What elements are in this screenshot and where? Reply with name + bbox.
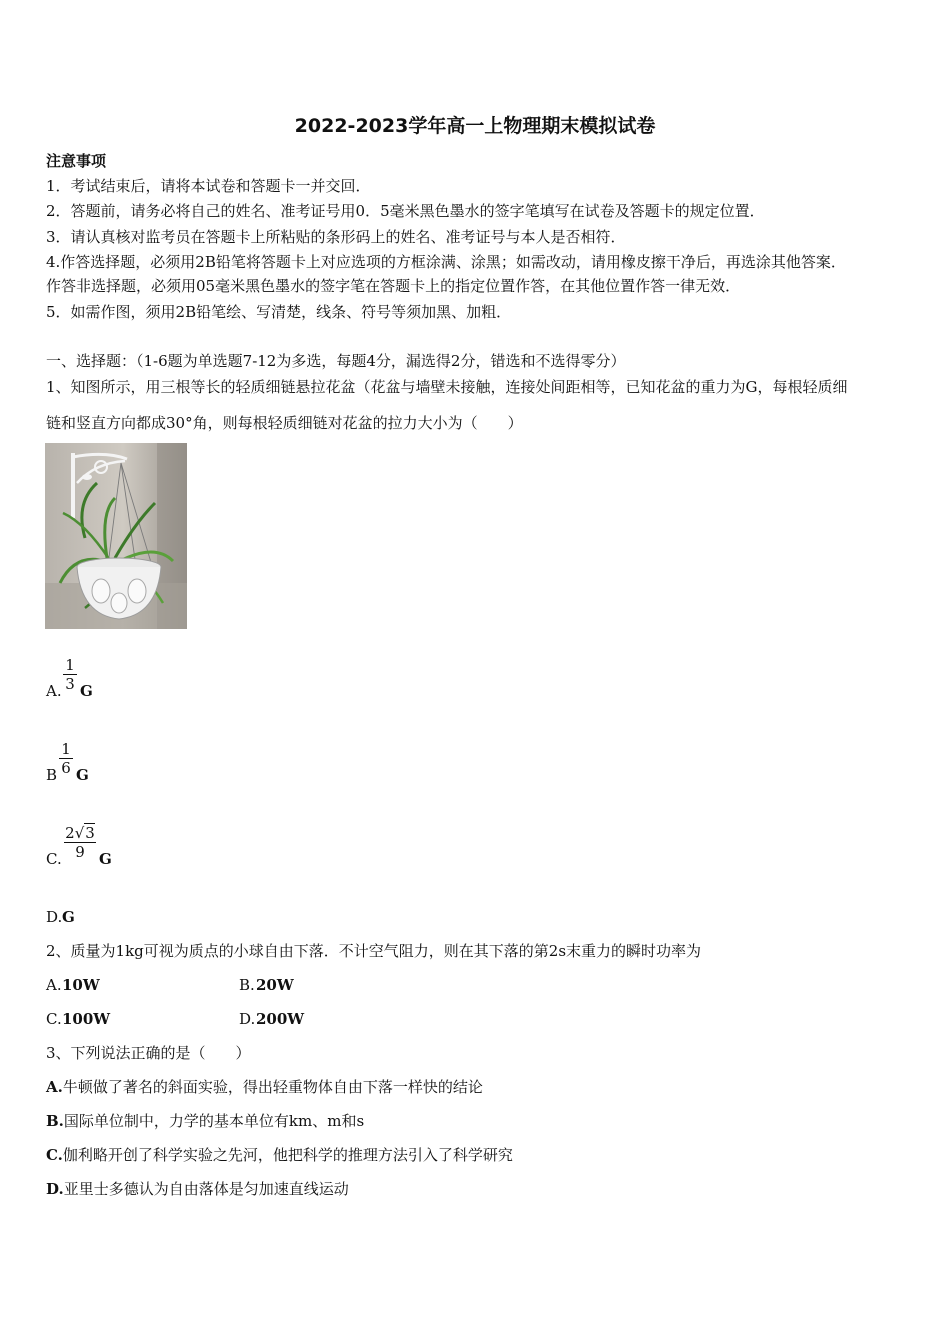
- option-b-unit: G: [76, 766, 89, 784]
- option-a-label: A.: [46, 682, 62, 700]
- q2-option-a-label: A.: [46, 976, 62, 994]
- q2-option-b-text: 20W: [256, 976, 294, 994]
- question-3-stem: 3、下列说法正确的是（ ）: [46, 1044, 251, 1062]
- option-c-numerator-radicand: 3: [85, 824, 95, 842]
- section-1-heading: 一、选择题：（1-6题为单选题7-12为多选，每题4分，漏选得2分，错选和不选得零分）: [46, 352, 626, 370]
- notice-item-4-line-1: 4.作答选择题，必须用2B铅笔将答题卡上对应选项的方框涂满、涂黑；如需改动，请用橡皮擦干净后，再选涂其他答案．: [46, 253, 846, 271]
- q3-option-d-label: D.: [46, 1180, 64, 1198]
- q3-option-c-text: 伽利略开创了科学实验之先河，他把科学的推理方法引入了科学研究: [62, 1146, 513, 1164]
- notice-heading: 注意事项: [46, 152, 107, 170]
- q3-option-a-text: 牛顿做了著名的斜面实验，得出轻重物体自由下落一样快的结论: [62, 1078, 483, 1096]
- notice-item-2: 2．答题前，请务必将自己的姓名、准考证号用0．5毫米黑色墨水的签字笔填写在试卷及答题卡的规定位置．: [46, 202, 765, 220]
- question-2-stem: 2、质量为1kg可视为质点的小球自由下落．不计空气阻力，则在其下落的第2s末重力的瞬时功率为: [46, 942, 702, 960]
- option-c-fraction: 2√3 9: [65, 824, 95, 861]
- notice-item-3: 3．请认真核对监考员在答题卡上所粘贴的条形码上的姓名、准考证号与本人是否相符．: [46, 228, 626, 246]
- option-c-label: C.: [46, 850, 62, 868]
- option-c-denominator: 9: [75, 843, 85, 861]
- option-a-numerator: 1: [65, 656, 75, 674]
- q3-option-b: [46, 1111, 364, 1131]
- option-b-denominator: 6: [61, 759, 71, 777]
- option-c-unit: G: [99, 850, 112, 868]
- hanging-flower-pot-photo: [45, 443, 187, 629]
- question-1-stem-line-1: 1、知图所示，用三根等长的轻质细链悬拉花盆（花盆与墙壁未接触，连接处间距相等，已知花盆的重力为G，每根轻质细: [46, 378, 848, 396]
- q3-option-d-text: 亚里士多德认为自由落体是匀加速直线运动: [63, 1180, 349, 1198]
- q2-option-a-text: 10W: [62, 976, 100, 994]
- option-c-numerator-coefficient: 2: [65, 824, 75, 842]
- page-title: 2022-2023学年高一上物理期末模拟试卷: [294, 115, 656, 137]
- notice-item-4-line-2: 作答非选择题，必须用05毫米黑色墨水的签字笔在答题卡上的指定位置作答，在其他位置作答一律无效．: [46, 277, 741, 295]
- q2-option-d-label: D.: [239, 1010, 256, 1028]
- q3-option-d: [46, 1179, 349, 1199]
- option-a-denominator: 3: [65, 675, 75, 693]
- q2-option-b-label: B.: [239, 976, 255, 994]
- option-b-label: B: [46, 766, 58, 784]
- question-1-stem-line-2: 链和竖直方向都成30°角，则每根轻质细链对花盆的拉力大小为（ ）: [46, 414, 523, 432]
- option-d-text: G: [62, 908, 75, 926]
- q2-option-c-text: 100W: [62, 1010, 111, 1028]
- q3-option-b-label: B.: [46, 1112, 64, 1130]
- option-a-fraction: [63, 656, 77, 693]
- q2-option-c-label: C.: [46, 1010, 62, 1028]
- notice-item-5: 5．如需作图，须用2B铅笔绘、写清楚，线条、符号等须加黑、加粗．: [46, 303, 512, 321]
- q3-option-a: [46, 1077, 483, 1097]
- notice-item-1: 1．考试结束后，请将本试卷和答题卡一并交回．: [46, 177, 371, 195]
- q2-option-d-text: 200W: [256, 1010, 305, 1028]
- q3-option-b-text: 国际单位制中，力学的基本单位有km、m和s: [63, 1112, 365, 1130]
- option-d-label: D.: [46, 908, 63, 926]
- option-b-numerator: 1: [61, 740, 71, 758]
- option-b-fraction: [59, 740, 73, 777]
- q3-option-c-label: C.: [46, 1146, 63, 1164]
- q3-option-c: [46, 1145, 513, 1165]
- option-a-unit: G: [80, 682, 93, 700]
- q3-option-a-label: A.: [46, 1078, 63, 1096]
